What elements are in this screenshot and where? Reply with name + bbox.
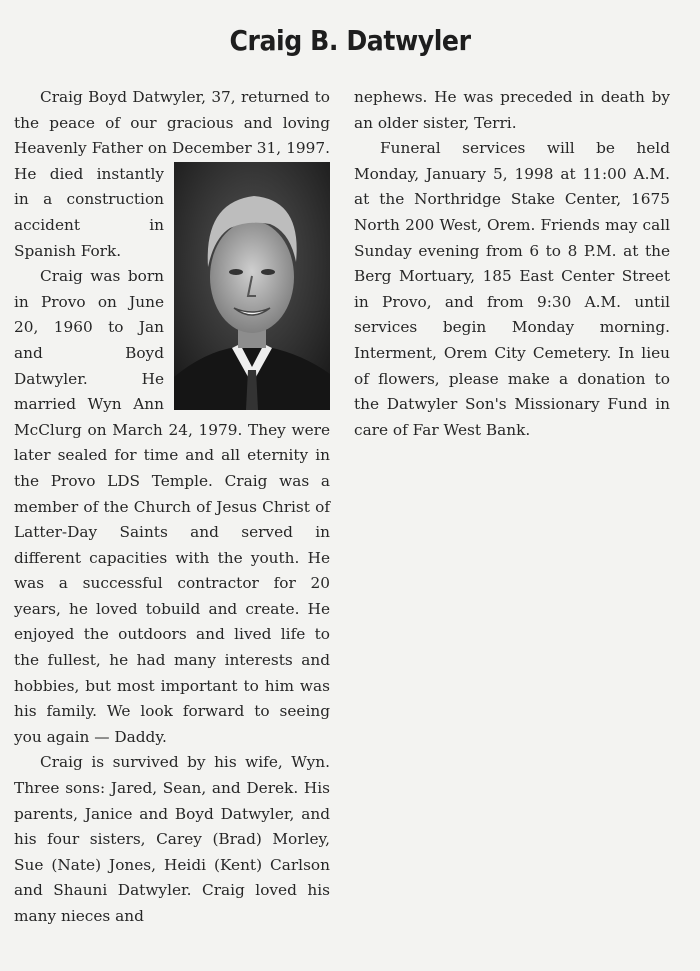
paragraph-biography: Craig was born in Provo on June 20, 1960 to Jan and Boyd Datwyler. He married Wyn Ann McClurg on March 24, 1979. They were later sealed for time and all eternity in the Provo LDS Temple. Craig was a member of the Church of Jesus Christ of Latter-Day Saints and served in different capacities with the youth. He was a successful contractor for 20 years, he loved tobuild and create. He enjoyed the outdoors and lived life to the fullest, he had many interests and hobbies, but most important to him was his family. We look forward to seeing you again — Daddy. bbox=[14, 267, 330, 746]
obituary-title: Craig B. Datwyler bbox=[229, 24, 471, 57]
right-column bbox=[354, 85, 670, 443]
paragraph-survivors-continued: nephews. He was preceded in death by an older sister, Terri. bbox=[354, 88, 670, 132]
paragraph-survivors: Craig is survived by his wife, Wyn. Three sons: Jared, Sean, and Derek. His parents, Janice and Boyd Datwyler, and his four sisters, Carey (Brad) Morley, Sue (Nate) Jones, Heidi (Kent) Carlson and Shauni Datwyler. Craig loved his many nieces and bbox=[14, 753, 330, 925]
portrait-photo bbox=[174, 162, 330, 410]
paragraph-services: Funeral services will be held Monday, January 5, 1998 at 11:00 A.M. at the Northridge Stake Center, 1675 North 200 West, Orem. Friends may call Sunday evening from 6 to 8 P.M. at the Berg Mortuary, 185 East Center Street in Provo, and from 9:30 A.M. until services begin Monday morning. Interment, Orem City Cemetery. In lieu of flowers, please make a donation to the Datwyler Son's Missionary Fund in care of Far West Bank. bbox=[354, 139, 670, 439]
paragraph-intro: Craig Boyd Datwyler, 37, returned to the peace of our gracious and loving Heavenly Father on December 31, 1997. He died instantly in a construction accident in Spanish Fork. bbox=[14, 88, 330, 260]
left-column bbox=[14, 85, 330, 930]
